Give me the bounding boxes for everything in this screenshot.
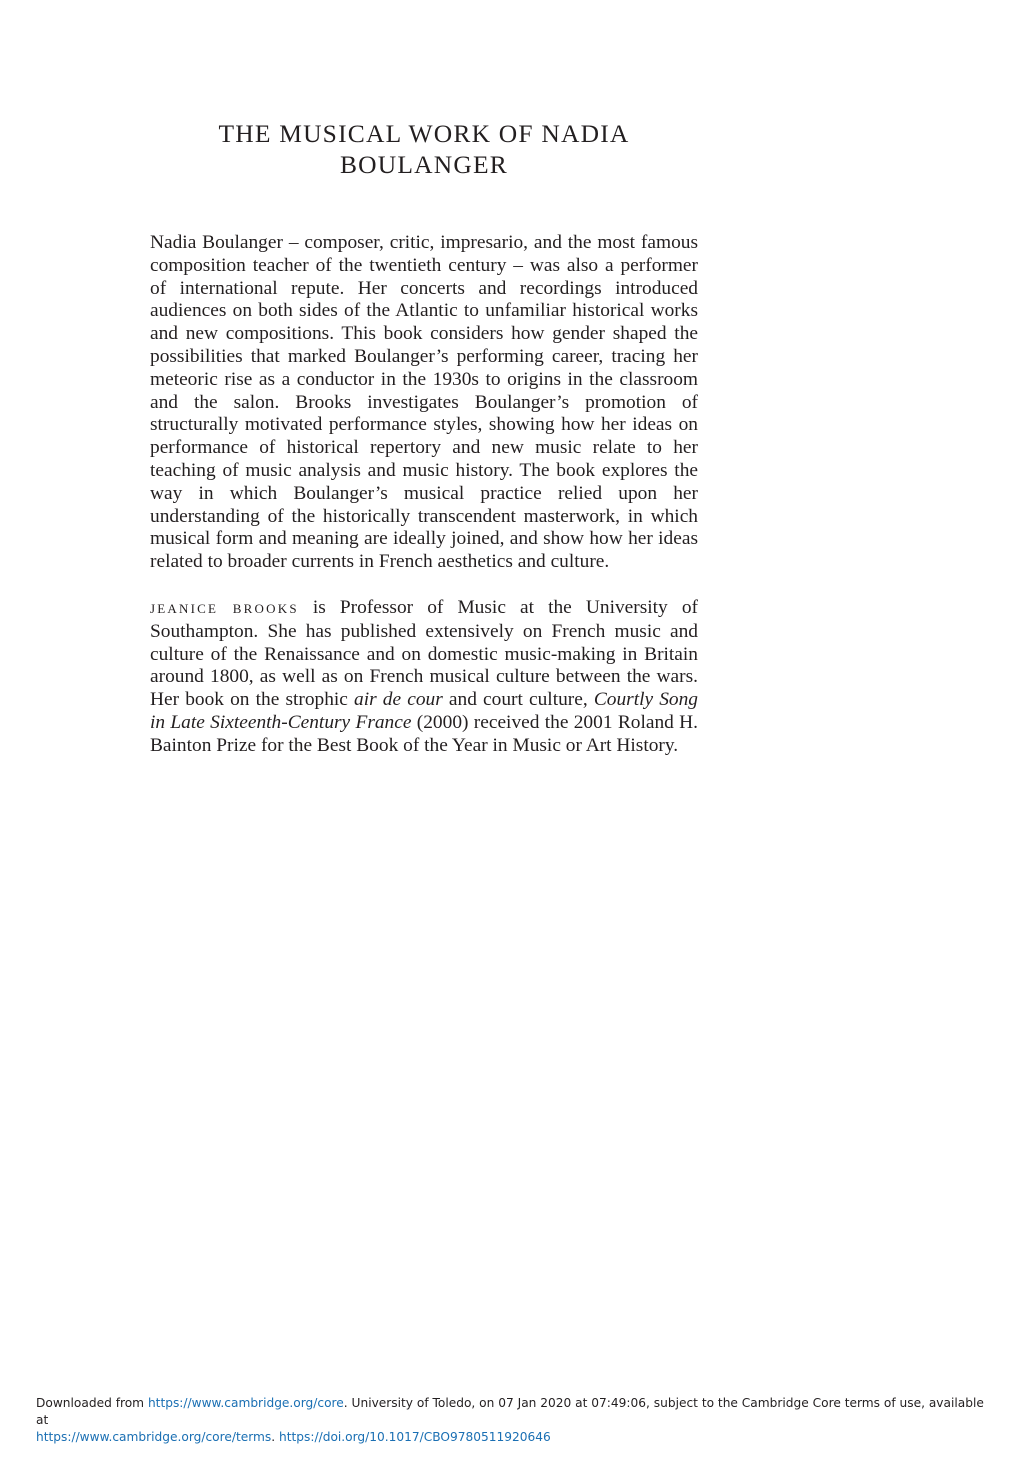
footer-prefix: Downloaded from [36, 1396, 148, 1410]
footer-middle: . University of Toledo, on 07 Jan 2020 at 07:49:06, subject to the Cambridge Core terms of use, available at [36, 1396, 984, 1427]
author-bio [150, 597, 698, 758]
book-title [150, 118, 698, 180]
book-title-line-2: BOULANGER [339, 150, 509, 179]
footer-separator: . [271, 1430, 280, 1444]
book-title-line-1: THE MUSICAL WORK OF NADIA [218, 119, 630, 148]
author-bio-text: and court culture, [442, 689, 594, 711]
author-bio-text: (2000) received the 2001 Roland H. Bainton Prize for the Best Book of the Year in Music or Art History. [150, 711, 698, 756]
download-footer [36, 1395, 996, 1446]
author-name: JEANICE BROOKS [150, 601, 299, 616]
author-bio-italic-term: air de cour [354, 689, 443, 711]
author-bio-book-title: Courtly Song in Late Sixteenth-Century France [150, 689, 698, 733]
cambridge-core-link[interactable]: https://www.cambridge.org/core [147, 1396, 344, 1410]
doi-link[interactable]: https://doi.org/10.1017/CBO9780511920646 [279, 1430, 551, 1444]
terms-link[interactable]: https://www.cambridge.org/core/terms [36, 1430, 272, 1444]
book-description: Nadia Boulanger – composer, critic, impresario, and the most famous composition teacher of the twentieth century – was also a performer of international repute. Her concerts and recordings introduced audiences on both sides of the Atlantic to unfamiliar historical works and new compositions. This book considers how gender shaped the possibilities that marked Boulanger’s performing career, tracing her meteoric rise as a conductor in the 1930s to origins in the classroom and the salon. Brooks investigates Boulanger’s promotion of structurally motivated performance styles, showing how her ideas on performance of historical repertory and new music relate to her teaching of music analysis and music history. The book explores the way in which Boulanger’s musical practice relied upon her understanding of the historically transcendent masterwork, in which musical form and meaning are ideally joined, and show how her ideas related to broader currents in French aesthetics and culture. [150, 232, 698, 573]
author-bio-text: is Professor of Music at the University of Southampton. She has published extensively on French music and culture of the Renaissance and on domestic music-making in Britain around 1800, as well as on French musical culture between the wars. Her book on the strophic [150, 597, 698, 711]
